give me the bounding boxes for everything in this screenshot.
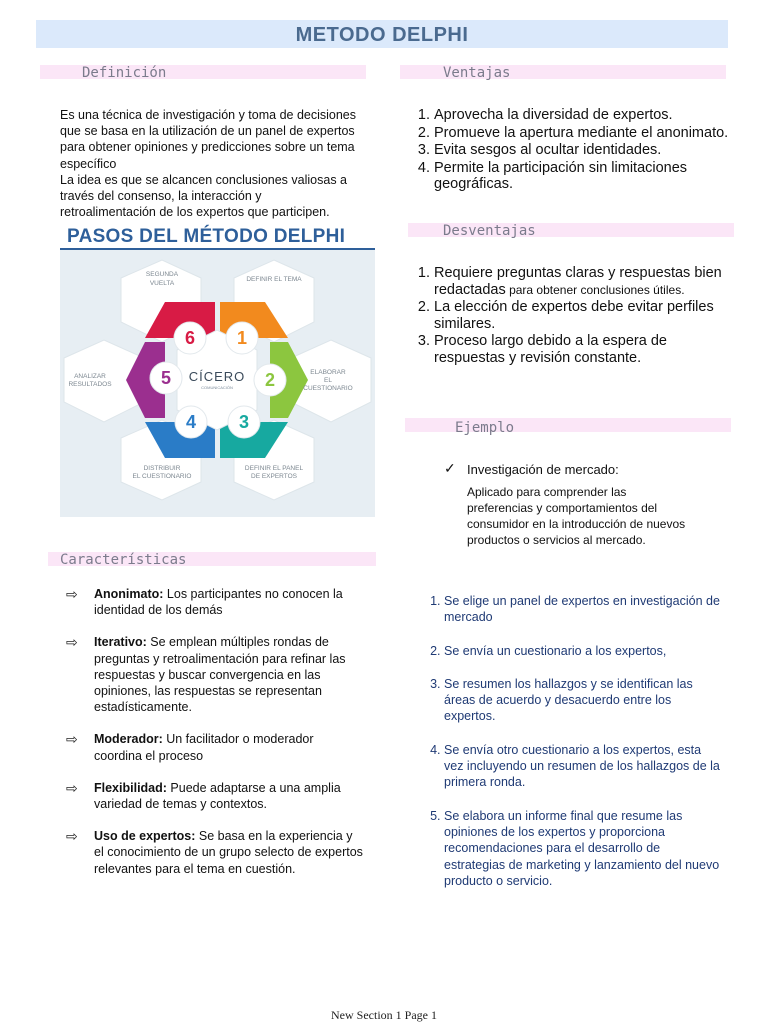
caracteristica-item — [66, 779, 364, 812]
caracteristica-item — [66, 586, 364, 618]
center-logo: CÍCERO — [188, 369, 246, 384]
ventajas-list — [400, 107, 730, 193]
caracteristicas-list — [66, 586, 364, 877]
caracteristica-text: Se basa en la experiencia y el conocimiento de un grupo selecto de expertos relevantes para el tema en cuestión. — [94, 829, 363, 876]
ventajas-list-container — [400, 107, 730, 194]
definicion-paragraph-2: La idea es que se alcancen conclusiones valiosas a través del consenso, la interacción y retroalimentación de los expertos que participen. — [60, 172, 347, 220]
step-5-number: 5 — [160, 368, 172, 388]
caracteristica-item — [66, 828, 364, 877]
checkmark-icon: ✓ — [444, 460, 456, 476]
arrow-icon: ⇨ — [66, 586, 78, 602]
label-definir-panel: DEFINIR EL PANEL — [244, 465, 304, 472]
desventaja-item — [434, 265, 730, 298]
delphi-steps-svg — [60, 250, 375, 517]
label-segunda-vuelta-2: VUELTA — [149, 280, 175, 287]
label-segunda-vuelta: SEGUNDA — [145, 271, 179, 278]
desventajas-list — [400, 265, 730, 366]
caracteristica-item — [66, 634, 364, 715]
arrow-icon: ⇨ — [66, 634, 78, 651]
graphic-title: PASOS DEL MÉTODO DELPHI — [67, 226, 346, 247]
ejemplo-steps-list — [406, 593, 724, 889]
ejemplo-subtitle: Investigación de mercado: — [467, 462, 619, 477]
ventaja-item: 4. Permite la participación sin limitaciones geográficas. — [434, 160, 730, 193]
caracteristica-text: Se emplean múltiples rondas de preguntas y retroalimentación para refinar las respuestas y buscar convergencia en las opiniones, las respuestas se representan estadísticamente. — [94, 635, 346, 715]
caracteristica-title: Moderador: — [94, 732, 163, 747]
arrow-icon: ⇨ — [66, 828, 78, 845]
page-title: METODO DELPHI — [295, 24, 469, 46]
desventajas-list-container — [400, 265, 730, 367]
caracteristica-title: Uso de expertos: — [94, 829, 196, 844]
ventaja-item: 1. Aprovecha la diversidad de expertos. — [434, 107, 730, 124]
label-elaborar-3: CUESTIONARIO — [303, 385, 353, 392]
ejemplo-step: 5. Se elabora un informe final que resume las opiniones de los expertos y proporciona recomendaciones para el desarrollo de estrategias de marketing y lanzamiento del nuevo producto o servicio. — [444, 808, 724, 889]
label-analizar: ANALIZAR — [74, 373, 106, 380]
desventaja-item: 2. La elección de expertos debe evitar perfiles similares. — [434, 299, 730, 332]
step-2-number: 2 — [264, 370, 276, 390]
caracteristica-item — [66, 731, 364, 763]
ejemplo-step: 4. Se envía otro cuestionario a los expertos, esta vez incluyendo un resumen de los hallazgos de la primera ronda. — [444, 742, 724, 791]
ventaja-item: 3. Evita sesgos al ocultar identidades. — [434, 142, 730, 159]
step-1-number: 1 — [236, 328, 248, 348]
step-6-number: 6 — [184, 328, 196, 348]
step-3-number: 3 — [238, 412, 250, 432]
definicion-heading: Definición — [82, 65, 167, 81]
ventajas-heading: Ventajas — [443, 65, 511, 81]
ventaja-item: 2. Promueve la apertura mediante el anonimato. — [434, 125, 730, 142]
label-definir-panel-2: DE EXPERTOS — [251, 473, 297, 480]
caracteristica-text: Un facilitador o moderador coordina el proceso — [94, 732, 314, 763]
arrow-icon: ⇨ — [66, 779, 78, 796]
caracteristica-title: Iterativo: — [94, 635, 147, 650]
label-elaborar-2: EL — [324, 377, 332, 384]
desventajas-heading: Desventajas — [443, 223, 536, 239]
desventaja-item: 3. Proceso largo debido a la espera de respuestas y revisión constante. — [434, 333, 730, 366]
ejemplo-heading-bar — [405, 418, 731, 432]
label-definir-tema: DEFINIR EL TEMA — [246, 276, 302, 283]
ejemplo-step: 1. Se elige un panel de expertos en investigación de mercado — [444, 593, 724, 626]
delphi-steps-graphic — [60, 250, 375, 517]
label-elaborar: ELABORAR — [310, 369, 346, 376]
ejemplo-step: 3. Se resumen los hallazgos y se identifican las áreas de acuerdo y desacuerdo entre los expertos. — [444, 676, 724, 725]
desventaja-item-main: Requiere preguntas claras y respuestas bien redactadas — [434, 265, 722, 298]
ejemplo-steps-container — [406, 593, 724, 906]
definicion-paragraph-1: Es una técnica de investigación y toma de decisiones que se basa en la utilización de un panel de expertos para obtener opiniones y predicciones sobre un tema específico — [60, 108, 357, 171]
caracteristica-title: Flexibilidad: — [94, 780, 167, 795]
desventaja-item-small: para obtener conclusiones útiles. — [505, 282, 685, 297]
caracteristica-text: Puede adaptarse a una amplia variedad de temas y contextos. — [94, 780, 341, 812]
ejemplo-step: 2. Se envía un cuestionario a los expertos, — [444, 643, 724, 659]
ejemplo-text: Aplicado para comprender las preferencias y comportamientos del consumidor en la introducción de nuevos productos o servicios al mercado. — [467, 485, 686, 547]
title-banner — [36, 20, 728, 48]
center-logo-sub: COMUNICACIÓN — [201, 385, 233, 390]
page-footer: New Section 1 Page 1 — [331, 1008, 437, 1022]
definicion-text — [60, 107, 360, 220]
step-4-number: 4 — [185, 412, 197, 432]
label-distribuir: DISTRIBUIR — [143, 465, 181, 472]
caracteristica-text: Los participantes no conocen la identidad de los demás — [94, 587, 343, 618]
label-distribuir-2: EL CUESTIONARIO — [132, 473, 192, 480]
label-analizar-2: RESULTADOS — [68, 381, 112, 388]
caracteristica-title: Anonimato: — [94, 587, 164, 601]
caracteristicas-heading: Características — [60, 552, 187, 568]
ejemplo-heading: Ejemplo — [455, 420, 515, 436]
arrow-icon: ⇨ — [66, 731, 78, 748]
